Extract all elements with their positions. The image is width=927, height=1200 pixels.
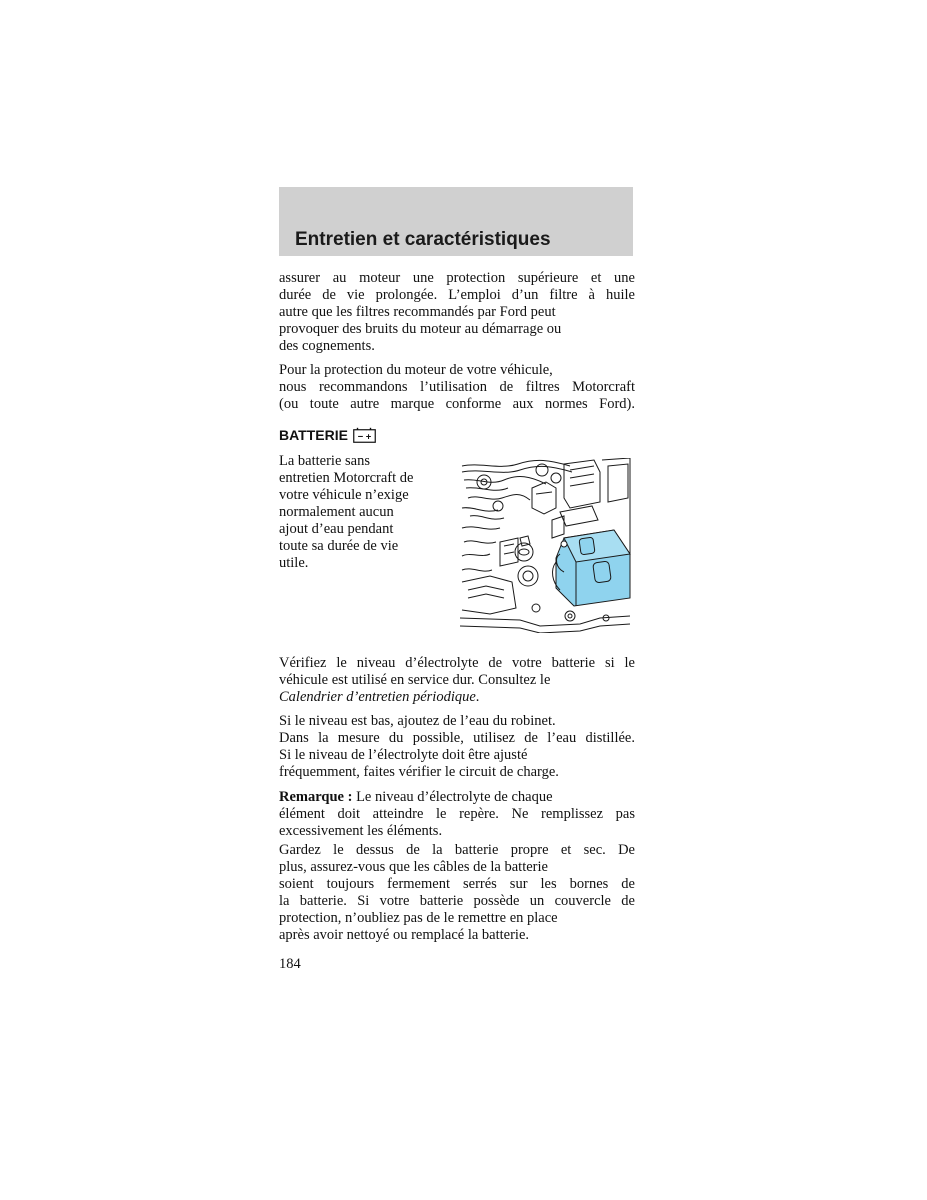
text-line: la batterie. Si votre batterie possède un couvercle de bbox=[279, 893, 635, 909]
engine-compartment-illustration bbox=[460, 458, 632, 633]
text-line: soient toujours fermement serrés sur les bornes de bbox=[279, 876, 635, 892]
text-line: autre que les filtres recommandés par Ford peut bbox=[279, 304, 556, 320]
note-label: Remarque : bbox=[279, 789, 353, 805]
note-first-line: Le niveau d’électrolyte de chaque bbox=[352, 789, 553, 805]
check-paragraph bbox=[279, 655, 635, 706]
maintenance-schedule-reference: Calendrier d’entretien périodique bbox=[279, 689, 476, 705]
text-line: véhicule est utilisé en service dur. Consultez le bbox=[279, 672, 551, 688]
text-line: excessivement les éléments. bbox=[279, 823, 443, 839]
text-line: protection, n’oubliez pas de le remettre en place bbox=[279, 910, 558, 926]
text-line: utile. bbox=[279, 555, 309, 571]
section-title: Entretien et caractéristiques bbox=[295, 229, 551, 250]
text-line: plus, assurez-vous que les câbles de la batterie bbox=[279, 859, 548, 875]
text-line: votre véhicule n’exige bbox=[279, 487, 409, 503]
text-line: Si le niveau est bas, ajoutez de l’eau du robinet. bbox=[279, 713, 556, 729]
text-line: durée de vie prolongée. L’emploi d’un filtre à huile bbox=[279, 287, 635, 303]
text-line: Vérifiez le niveau d’électrolyte de votre batterie si le bbox=[279, 655, 635, 671]
sentence-end: . bbox=[475, 689, 480, 705]
text-line: Pour la protection du moteur de votre véhicule, bbox=[279, 362, 553, 378]
clean-paragraph bbox=[279, 842, 635, 944]
text-line: La batterie sans bbox=[279, 453, 370, 469]
text-line: après avoir nettoyé ou remplacé la batterie. bbox=[279, 927, 530, 943]
battery-icon bbox=[353, 427, 376, 443]
page-number: 184 bbox=[279, 956, 301, 972]
intro-paragraph-1 bbox=[279, 270, 635, 355]
text-line bbox=[279, 789, 635, 806]
text-line: (ou toute autre marque conforme aux normes Ford). bbox=[279, 396, 635, 412]
text-line: toute sa durée de vie bbox=[279, 538, 399, 554]
intro-paragraph-2 bbox=[279, 362, 635, 413]
battery-icon-glyph: − + bbox=[357, 431, 372, 443]
text-line: nous recommandons l’utilisation de filtres Motorcraft bbox=[279, 379, 635, 395]
note-paragraph bbox=[279, 789, 635, 840]
battery-heading-label: BATTERIE bbox=[279, 427, 348, 443]
text-line: Si le niveau de l’électrolyte doit être ajusté bbox=[279, 747, 528, 763]
battery-side-text bbox=[279, 453, 454, 572]
text-line: Dans la mesure du possible, utilisez de l’eau distillée. bbox=[279, 730, 635, 746]
low-level-paragraph bbox=[279, 713, 635, 781]
text-line: fréquemment, faites vérifier le circuit de charge. bbox=[279, 764, 559, 780]
text-line: élément doit atteindre le repère. Ne remplissez pas bbox=[279, 806, 635, 822]
text-line: entretien Motorcraft de bbox=[279, 470, 414, 486]
text-line: assurer au moteur une protection supérieure et une bbox=[279, 270, 635, 286]
text-line: ajout d’eau pendant bbox=[279, 521, 394, 537]
text-line: des cognements. bbox=[279, 338, 375, 354]
text-line: normalement aucun bbox=[279, 504, 394, 520]
text-line: Gardez le dessus de la batterie propre et sec. De bbox=[279, 842, 635, 858]
text-line bbox=[279, 689, 635, 706]
text-line: provoquer des bruits du moteur au démarrage ou bbox=[279, 321, 562, 337]
battery-heading bbox=[279, 427, 376, 443]
section-header bbox=[279, 187, 633, 256]
